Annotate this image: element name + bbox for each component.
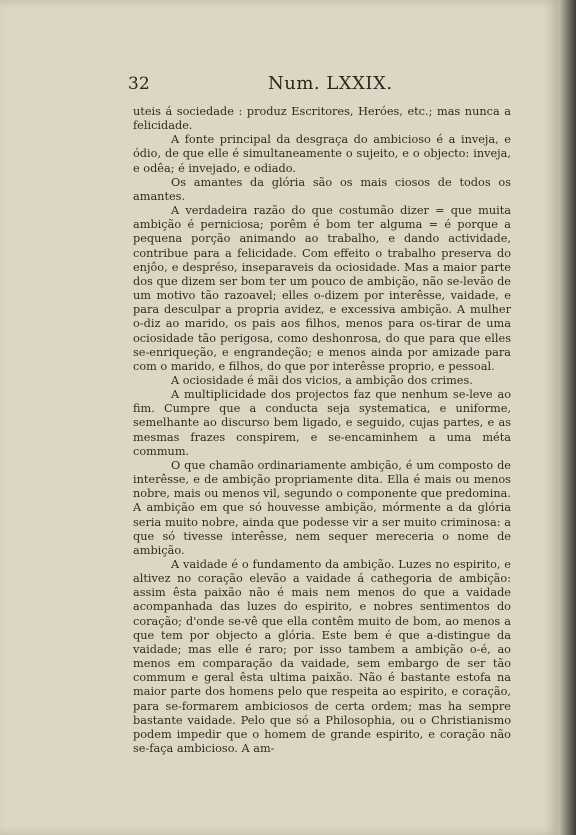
paragraph: O que chamão ordinariamente ambição, é um composto de interêsse, e de ambição propriamente dita. Ella é mais ou menos nobre, mais ou menos vil, segundo o componente que predomina. A ambição em que só houvesse ambição, mórmente a da glória seria muito nobre, ainda que podesse vir a ser muito criminosa: a que só tivesse interêsse, nem sequer mereceria o nome de ambição.	[133, 458, 511, 557]
page-edge	[558, 0, 576, 835]
paragraph: A ociosidade é mãi dos vicios, a ambição dos crimes.	[171, 373, 473, 387]
paragraph: A fonte principal da desgraça do ambicioso é a inveja, e ódio, de que elle é simultaneamente o sujeito, e o objecto: inveja, e odêa; é invejado, e odiado.	[133, 133, 511, 175]
paragraph: uteis á sociedade : produz Escritores, Heróes, etc.; mas nunca a felicidade.	[133, 105, 511, 133]
paragraph: A verdadeira razão do que costumão dizer = que muita ambição é perniciosa; porêm é bom ter alguma = é porque a pequena porção animando ao trabalho, e dando actividade, contribue para a felicidade. Com effeito o trabalho preserva do enjôo, e despréso, inseparaveis da ociosidade. Mas a maior parte dos que dizem ser bom ter um pouco de ambição, não se-levão de um motivo tão razoavel; elles o-dizem por interêsse, vaidade, e para desculpar a propria avidez, e excessiva ambição. A mulher o-diz ao marido, os pais aos filhos, menos para os-tirar de uma ociosidade tão perigosa, como deshonrosa, do que para que elles se-enriqueção, e engrandeção; e menos ainda por amizade para com o marido, e filhos, do que por interêsse proprio, e pessoal.	[133, 204, 511, 373]
paragraph: A multiplicidade dos projectos faz que nenhum se-leve ao fim. Cumpre que a conducta seja systematica, e uniforme, semelhante ao discurso bem ligado, e seguido, cujas partes, e as mesmas frazes conspirem, e se-encaminhem a uma méta commum.	[133, 388, 511, 458]
paragraph: A vaidade é o fundamento da ambição. Luzes no espirito, e altivez no coração elevão a vaidade á cathegoria de ambição: assim êsta paixão não é mais nem menos do que a vaidade acompanhada das luzes do espirito, e nobres sentimentos do coração; d'onde se-vê que ella contêm muito de bom, ao menos a que tem por objecto a glória. Este bem é que a-distingue da vaidade; mas elle é raro; por isso tambem a ambição o-é, ao menos em comparação da vaidade, sem embargo de ser tão commum e geral êsta ultima paixão. Não é bastante estofa na maior parte dos homens pelo que respeita ao espirito, e coração, para se-formarem ambiciosos de certa ordem; mas ha sempre bastante vaidade. Pelo que só a Philosophia, ou o Christianismo podem impedir que o homem de grande espirito, e coração não se-faça ambicioso. A am-	[133, 558, 511, 756]
page-header	[128, 74, 518, 98]
page-number: 32	[128, 74, 150, 94]
paragraph: Os amantes da glória são os mais ciosos de todos os amantes.	[133, 175, 511, 203]
body-text	[133, 105, 511, 756]
running-head: Num. LXXIX.	[268, 73, 393, 94]
